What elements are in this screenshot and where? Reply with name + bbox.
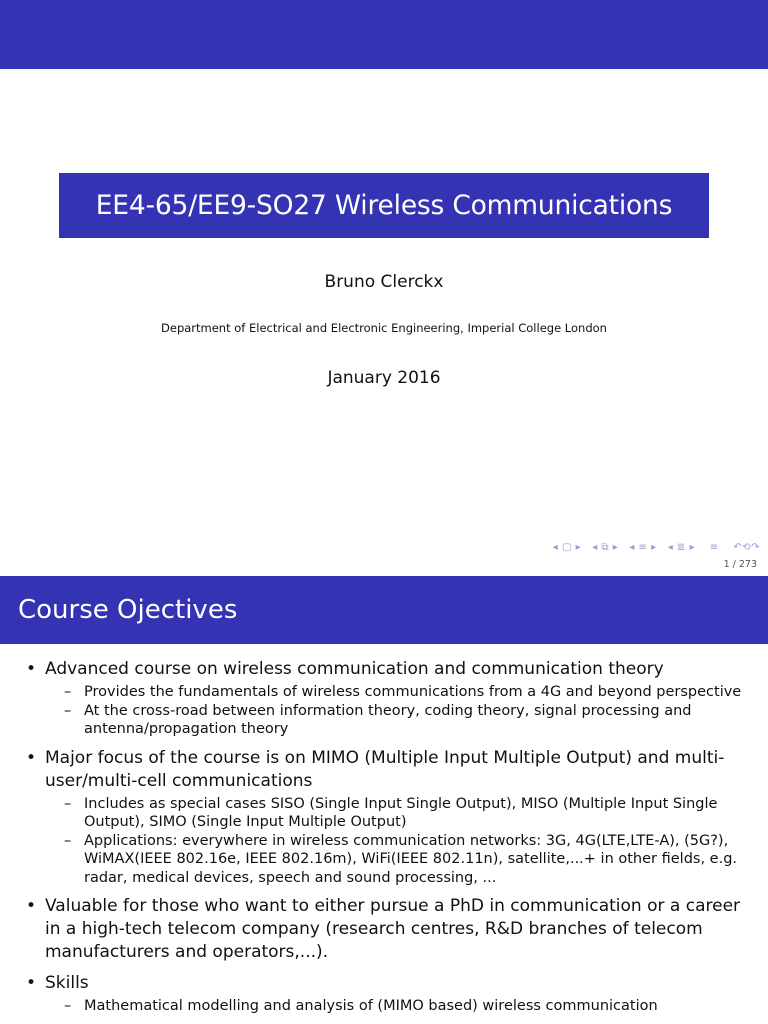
list-item bbox=[24, 658, 744, 739]
item-text: Skills bbox=[45, 973, 89, 993]
dash-icon: – bbox=[64, 684, 72, 700]
sub-list bbox=[45, 997, 744, 1016]
sub-item bbox=[45, 702, 744, 739]
beamer-subsection-icon[interactable]: ⧉ bbox=[601, 542, 610, 553]
nav-right-arrow-icon[interactable]: ▸ bbox=[689, 542, 696, 553]
nav-right-arrow-icon[interactable]: ▸ bbox=[575, 542, 582, 553]
sub-item-text: Includes as special cases SISO (Single Input Single Output), MISO (Multiple Input Single Output), SIMO (Single Input Multiple Output) bbox=[84, 795, 718, 830]
beamer-search-icon[interactable]: ↶⟲↷ bbox=[733, 542, 760, 553]
sub-item bbox=[45, 997, 744, 1016]
sub-item bbox=[45, 683, 744, 702]
sub-list bbox=[45, 683, 744, 739]
dash-icon: – bbox=[64, 795, 72, 812]
header-bar bbox=[0, 0, 768, 69]
beamer-frame-icon[interactable]: ▢ bbox=[561, 542, 572, 553]
nav-left-arrow-icon[interactable]: ◂ bbox=[552, 542, 559, 553]
bullet-list bbox=[24, 658, 744, 1024]
dash-icon: – bbox=[64, 998, 72, 1014]
sub-item-text: At the cross-road between information theory, coding theory, signal processing and antenna/propagation theory bbox=[84, 702, 692, 737]
list-item bbox=[24, 747, 744, 888]
item-text: Valuable for those who want to either pursue a PhD in communication or a career in a high-tech telecom company (research centres, R&D branches of telecom manufacturers and operators,...). bbox=[45, 896, 741, 962]
date: January 2016 bbox=[327, 368, 441, 388]
sub-item bbox=[45, 795, 744, 832]
sub-item-text: Provides the fundamentals of wireless communications from a 4G and beyond perspective bbox=[84, 684, 742, 700]
page-number: 1 / 273 bbox=[723, 559, 757, 570]
author: Bruno Clerckx bbox=[324, 272, 444, 292]
item-text: Advanced course on wireless communication and communication theory bbox=[45, 659, 664, 679]
nav-left-arrow-icon[interactable]: ◂ bbox=[629, 542, 635, 553]
beamer-navigation[interactable] bbox=[553, 542, 760, 553]
beamer-toc-icon[interactable]: ≡ bbox=[709, 542, 719, 553]
dash-icon: – bbox=[64, 832, 72, 849]
nav-left-arrow-icon[interactable]: ◂ bbox=[667, 542, 674, 553]
bullet-icon: • bbox=[26, 659, 37, 679]
presentation-title: EE4-65/EE9-SO27 Wireless Communications bbox=[95, 190, 673, 221]
bullet-icon: • bbox=[26, 896, 37, 916]
bullet-icon: • bbox=[26, 973, 37, 993]
sub-item-text: Applications: everywhere in wireless communication networks: 3G, 4G(LTE,LTE-A), (5G?), WiMAX(IEEE 802.16e, IEEE 802.16m), WiFi(IEEE 802.11n), satellite,...+ in other fields, e.g. radar, medical devices, speech and sound processing, ... bbox=[84, 832, 738, 886]
bullet-icon: • bbox=[26, 747, 37, 768]
sub-list bbox=[45, 795, 744, 888]
item-text: Major focus of the course is on MIMO (Multiple Input Multiple Output) and multi-user/multi-cell communications bbox=[45, 747, 725, 791]
list-item bbox=[24, 972, 744, 1016]
nav-right-arrow-icon[interactable]: ▸ bbox=[612, 542, 619, 553]
frame-title: Course Ojectives bbox=[0, 576, 768, 644]
title-box bbox=[59, 173, 709, 238]
nav-left-arrow-icon[interactable]: ◂ bbox=[592, 542, 598, 553]
beamer-section-icon[interactable]: ≣ bbox=[676, 542, 686, 553]
nav-right-arrow-icon[interactable]: ▸ bbox=[651, 542, 657, 553]
objectives-slide bbox=[0, 576, 768, 1024]
affiliation: Department of Electrical and Electronic Engineering, Imperial College London bbox=[161, 321, 607, 335]
list-item bbox=[24, 895, 744, 964]
beamer-section-icon[interactable]: ≡ bbox=[638, 542, 648, 553]
dash-icon: – bbox=[64, 702, 72, 719]
sub-item bbox=[45, 832, 744, 888]
sub-item-text: Mathematical modelling and analysis of (MIMO based) wireless communication bbox=[84, 998, 658, 1014]
